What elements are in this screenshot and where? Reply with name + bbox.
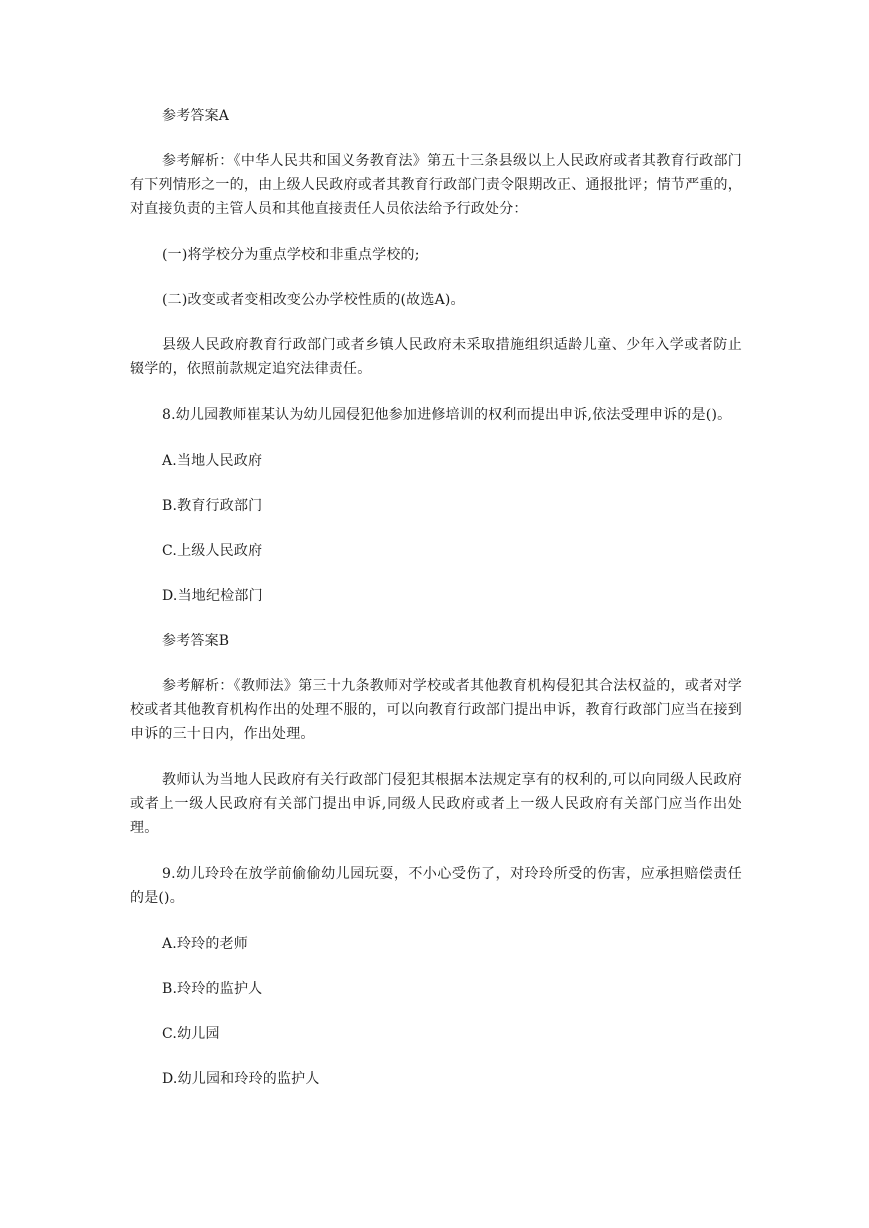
answer-line: 参考答案B — [162, 633, 230, 649]
option-d: D.幼儿园和玲玲的监护人 — [162, 1071, 320, 1087]
option-b: B.玲玲的监护人 — [162, 981, 263, 997]
explanation-paragraph: 参考解析：《教师法》第三十九条教师对学校或者其他教育机构侵犯其合法权益的，或者对学校或者其他教育机构作出的处理不服的，可以向教育行政部门提出申诉，教育行政部门应当在接到申诉的三十日内，作出处理。 — [130, 678, 742, 742]
question-9: 9.幼儿玲玲在放学前偷偷幼儿园玩耍，不小心受伤了，对玲玲所受的伤害，应承担赔偿责任的是()。 — [130, 866, 742, 906]
answer-line: 参考答案A — [162, 108, 230, 124]
option-a: A.玲玲的老师 — [162, 936, 248, 952]
explanation-paragraph: 教师认为当地人民政府有关行政部门侵犯其根据本法规定享有的权利的,可以向同级人民政府或者上一级人民政府有关部门提出申诉,同级人民政府或者上一级人民政府有关部门应当作出处理。 — [130, 772, 742, 836]
explanation-paragraph: 参考解析：《中华人民共和国义务教育法》第五十三条县级以上人民政府或者其教育行政部门有下列情形之一的，由上级人民政府或者其教育行政部门责令限期改正、通报批评；情节严重的，对直接负责的主管人员和其他直接责任人员依法给予行政处分： — [130, 153, 742, 217]
option-a: A.当地人民政府 — [162, 453, 263, 469]
option-d: D.当地纪检部门 — [162, 588, 263, 604]
list-item: (二)改变或者变相改变公办学校性质的(故选A)。 — [162, 292, 465, 308]
option-c: C.幼儿园 — [162, 1026, 220, 1042]
question-8: 8.幼儿园教师崔某认为幼儿园侵犯他参加进修培训的权利而提出申诉,依法受理申诉的是()。 — [162, 407, 732, 423]
list-item: (一)将学校分为重点学校和非重点学校的; — [162, 247, 420, 263]
option-b: B.教育行政部门 — [162, 498, 263, 514]
document-body — [130, 104, 742, 1112]
option-c: C.上级人民政府 — [162, 543, 263, 559]
explanation-paragraph: 县级人民政府教育行政部门或者乡镇人民政府未采取措施组织适龄儿童、少年入学或者防止辍学的，依照前款规定追究法律责任。 — [130, 337, 742, 377]
